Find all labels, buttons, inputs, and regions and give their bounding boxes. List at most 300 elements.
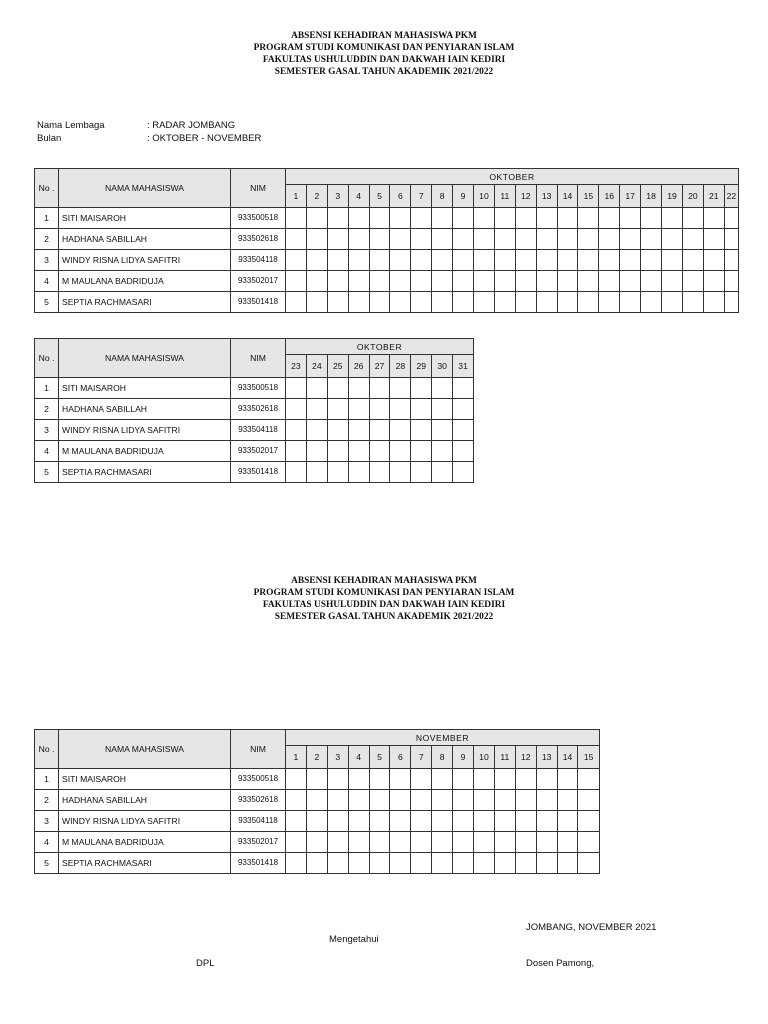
attendance-table-november	[34, 729, 600, 874]
table-row	[35, 420, 474, 441]
attendance-cell	[453, 292, 474, 313]
day-header: 14	[557, 746, 578, 769]
attendance-cell	[432, 853, 453, 874]
table-row	[35, 790, 600, 811]
attendance-cell	[453, 832, 474, 853]
attendance-cell	[390, 790, 411, 811]
attendance-cell	[515, 271, 536, 292]
student-nim: 933501418	[231, 292, 286, 313]
student-nim: 933502618	[231, 229, 286, 250]
student-nim: 933500518	[231, 208, 286, 229]
day-header: 21	[703, 185, 724, 208]
attendance-cell	[474, 853, 495, 874]
day-header: 31	[453, 355, 474, 378]
attendance-cell	[348, 441, 369, 462]
attendance-cell	[348, 769, 369, 790]
attendance-cell	[599, 292, 620, 313]
lembaga-label: Nama Lembaga	[37, 120, 105, 131]
attendance-cell	[411, 420, 432, 441]
column-header-no: No .	[35, 339, 59, 378]
student-nim: 933500518	[231, 378, 286, 399]
attendance-cell	[390, 208, 411, 229]
attendance-cell	[662, 229, 683, 250]
student-no: 5	[35, 853, 59, 874]
attendance-cell	[286, 378, 307, 399]
attendance-cell	[432, 420, 453, 441]
student-nim: 933502618	[231, 399, 286, 420]
attendance-cell	[286, 462, 307, 483]
student-name: SEPTIA RACHMASARI	[59, 292, 231, 313]
attendance-cell	[286, 292, 307, 313]
attendance-cell	[327, 769, 348, 790]
attendance-cell	[306, 811, 327, 832]
attendance-cell	[327, 462, 348, 483]
attendance-cell	[327, 420, 348, 441]
table-row	[35, 399, 474, 420]
attendance-cell	[494, 790, 515, 811]
attendance-cell	[578, 790, 599, 811]
attendance-cell	[536, 292, 557, 313]
attendance-cell	[369, 378, 390, 399]
attendance-cell	[578, 250, 599, 271]
attendance-cell	[306, 462, 327, 483]
attendance-cell	[453, 420, 474, 441]
attendance-cell	[557, 832, 578, 853]
attendance-cell	[306, 229, 327, 250]
attendance-cell	[641, 208, 662, 229]
attendance-cell	[348, 399, 369, 420]
student-name: WINDY RISNA LIDYA SAFITRI	[59, 420, 231, 441]
attendance-cell	[390, 229, 411, 250]
attendance-cell	[369, 811, 390, 832]
day-header: 6	[390, 746, 411, 769]
attendance-cell	[286, 441, 307, 462]
month-header: NOVEMBER	[286, 730, 600, 746]
attendance-cell	[474, 208, 495, 229]
attendance-cell	[599, 229, 620, 250]
attendance-cell	[494, 229, 515, 250]
table-row	[35, 441, 474, 462]
attendance-cell	[390, 292, 411, 313]
attendance-cell	[682, 208, 703, 229]
attendance-cell	[662, 271, 683, 292]
attendance-cell	[348, 790, 369, 811]
attendance-cell	[453, 250, 474, 271]
student-no: 4	[35, 271, 59, 292]
attendance-cell	[286, 208, 307, 229]
day-header: 2	[306, 185, 327, 208]
student-no: 2	[35, 229, 59, 250]
attendance-cell	[453, 853, 474, 874]
attendance-cell	[390, 441, 411, 462]
attendance-cell	[411, 441, 432, 462]
attendance-cell	[432, 462, 453, 483]
attendance-cell	[432, 229, 453, 250]
attendance-cell	[578, 292, 599, 313]
attendance-cell	[620, 271, 641, 292]
attendance-cell	[494, 292, 515, 313]
attendance-cell	[411, 250, 432, 271]
day-header: 3	[327, 746, 348, 769]
student-name: HADHANA SABILLAH	[59, 399, 231, 420]
attendance-cell	[578, 769, 599, 790]
attendance-cell	[411, 462, 432, 483]
attendance-cell	[348, 292, 369, 313]
attendance-cell	[515, 832, 536, 853]
attendance-cell	[703, 229, 724, 250]
header-line-2: PROGRAM STUDI KOMUNIKASI DAN PENYIARAN ISLAM	[253, 588, 515, 598]
attendance-cell	[390, 853, 411, 874]
header-row	[35, 339, 474, 355]
day-header: 1	[286, 185, 307, 208]
student-no: 5	[35, 292, 59, 313]
attendance-cell	[641, 271, 662, 292]
attendance-cell	[494, 811, 515, 832]
day-header: 11	[494, 185, 515, 208]
attendance-cell	[369, 769, 390, 790]
attendance-cell	[432, 832, 453, 853]
day-header: 10	[474, 746, 495, 769]
attendance-cell	[432, 441, 453, 462]
table-row	[35, 853, 600, 874]
month-header: OKTOBER	[286, 339, 474, 355]
attendance-cell	[348, 420, 369, 441]
day-header: 29	[411, 355, 432, 378]
attendance-cell	[578, 229, 599, 250]
attendance-cell	[578, 271, 599, 292]
day-header: 14	[557, 185, 578, 208]
attendance-cell	[348, 811, 369, 832]
day-header: 15	[578, 746, 599, 769]
attendance-cell	[369, 441, 390, 462]
place-date: JOMBANG, NOVEMBER 2021	[526, 922, 657, 933]
attendance-cell	[453, 271, 474, 292]
attendance-cell	[557, 229, 578, 250]
attendance-cell	[411, 229, 432, 250]
attendance-cell	[557, 853, 578, 874]
attendance-cell	[536, 229, 557, 250]
day-header: 16	[599, 185, 620, 208]
header-line-4: SEMESTER GASAL TAHUN AKADEMIK 2021/2022	[274, 612, 494, 622]
attendance-cell	[432, 271, 453, 292]
table-row	[35, 250, 739, 271]
student-nim: 933501418	[231, 462, 286, 483]
attendance-cell	[348, 271, 369, 292]
attendance-cell	[515, 853, 536, 874]
column-header-no: No .	[35, 169, 59, 208]
dpl-label: DPL	[196, 958, 215, 969]
day-header: 3	[327, 185, 348, 208]
attendance-cell	[724, 229, 738, 250]
table-row	[35, 378, 474, 399]
attendance-cell	[306, 250, 327, 271]
attendance-cell	[682, 250, 703, 271]
attendance-cell	[536, 208, 557, 229]
attendance-cell	[411, 811, 432, 832]
day-header: 23	[286, 355, 307, 378]
column-header-name: NAMA MAHASISWA	[59, 730, 231, 769]
day-header: 1	[286, 746, 307, 769]
day-header: 9	[453, 746, 474, 769]
attendance-cell	[327, 853, 348, 874]
attendance-cell	[641, 250, 662, 271]
attendance-cell	[474, 811, 495, 832]
header-row	[35, 169, 739, 185]
attendance-cell	[306, 441, 327, 462]
day-header: 5	[369, 185, 390, 208]
table-row	[35, 769, 600, 790]
attendance-cell	[474, 790, 495, 811]
attendance-cell	[494, 853, 515, 874]
day-header: 12	[515, 185, 536, 208]
student-name: SITI MAISAROH	[59, 769, 231, 790]
attendance-cell	[724, 250, 738, 271]
table-row	[35, 229, 739, 250]
attendance-cell	[494, 832, 515, 853]
attendance-cell	[453, 378, 474, 399]
student-name: WINDY RISNA LIDYA SAFITRI	[59, 811, 231, 832]
attendance-cell	[411, 292, 432, 313]
attendance-cell	[432, 811, 453, 832]
attendance-cell	[411, 208, 432, 229]
day-header: 28	[390, 355, 411, 378]
attendance-cell	[515, 292, 536, 313]
attendance-cell	[327, 811, 348, 832]
student-no: 2	[35, 399, 59, 420]
attendance-cell	[557, 769, 578, 790]
attendance-cell	[432, 292, 453, 313]
attendance-cell	[286, 790, 307, 811]
attendance-cell	[306, 271, 327, 292]
attendance-cell	[703, 271, 724, 292]
dosen-pamong-label: Dosen Pamong,	[526, 958, 595, 969]
student-name: M MAULANA BADRIDUJA	[59, 441, 231, 462]
attendance-cell	[390, 769, 411, 790]
attendance-cell	[306, 790, 327, 811]
attendance-cell	[432, 769, 453, 790]
attendance-cell	[327, 292, 348, 313]
attendance-cell	[578, 832, 599, 853]
column-header-name: NAMA MAHASISWA	[59, 339, 231, 378]
attendance-cell	[411, 832, 432, 853]
attendance-cell	[682, 271, 703, 292]
bulan-value: : OKTOBER - NOVEMBER	[147, 133, 262, 144]
day-header: 27	[369, 355, 390, 378]
day-header: 7	[411, 746, 432, 769]
attendance-cell	[327, 832, 348, 853]
attendance-cell	[536, 853, 557, 874]
attendance-cell	[515, 208, 536, 229]
column-header-nim: NIM	[231, 339, 286, 378]
header-line-4: SEMESTER GASAL TAHUN AKADEMIK 2021/2022	[274, 67, 494, 77]
attendance-cell	[348, 229, 369, 250]
attendance-cell	[348, 832, 369, 853]
header-line-1: ABSENSI KEHADIRAN MAHASISWA PKM	[291, 31, 477, 41]
attendance-cell	[286, 420, 307, 441]
attendance-cell	[348, 378, 369, 399]
document-header	[0, 30, 768, 78]
attendance-cell	[286, 811, 307, 832]
attendance-cell	[369, 853, 390, 874]
student-no: 3	[35, 420, 59, 441]
day-header: 15	[578, 185, 599, 208]
attendance-cell	[390, 378, 411, 399]
student-no: 1	[35, 769, 59, 790]
student-nim: 933504118	[231, 811, 286, 832]
student-no: 4	[35, 441, 59, 462]
attendance-cell	[494, 271, 515, 292]
day-header: 12	[515, 746, 536, 769]
attendance-cell	[474, 832, 495, 853]
attendance-cell	[327, 790, 348, 811]
student-name: HADHANA SABILLAH	[59, 229, 231, 250]
attendance-cell	[369, 790, 390, 811]
attendance-cell	[557, 208, 578, 229]
attendance-cell	[390, 271, 411, 292]
attendance-cell	[474, 250, 495, 271]
attendance-cell	[453, 769, 474, 790]
attendance-cell	[515, 769, 536, 790]
column-header-nim: NIM	[231, 730, 286, 769]
attendance-cell	[599, 208, 620, 229]
student-nim: 933500518	[231, 769, 286, 790]
attendance-cell	[327, 208, 348, 229]
attendance-cell	[724, 292, 738, 313]
attendance-cell	[641, 229, 662, 250]
attendance-cell	[557, 790, 578, 811]
attendance-cell	[515, 811, 536, 832]
table-row	[35, 811, 600, 832]
attendance-cell	[390, 811, 411, 832]
column-header-nim: NIM	[231, 169, 286, 208]
attendance-cell	[494, 208, 515, 229]
attendance-cell	[515, 790, 536, 811]
attendance-cell	[474, 271, 495, 292]
header-line-3: FAKULTAS USHULUDDIN DAN DAKWAH IAIN KEDIRI	[262, 600, 506, 610]
column-header-name: NAMA MAHASISWA	[59, 169, 231, 208]
student-name: SITI MAISAROH	[59, 378, 231, 399]
day-header: 17	[620, 185, 641, 208]
attendance-cell	[348, 250, 369, 271]
attendance-cell	[390, 832, 411, 853]
attendance-cell	[411, 271, 432, 292]
student-nim: 933504118	[231, 250, 286, 271]
attendance-cell	[286, 250, 307, 271]
attendance-cell	[348, 208, 369, 229]
day-header: 26	[348, 355, 369, 378]
attendance-table-oktober-2	[34, 338, 474, 483]
attendance-cell	[557, 292, 578, 313]
attendance-cell	[536, 271, 557, 292]
day-header: 30	[432, 355, 453, 378]
header-line-3: FAKULTAS USHULUDDIN DAN DAKWAH IAIN KEDIRI	[262, 55, 506, 65]
day-header: 9	[453, 185, 474, 208]
document-header-2	[0, 575, 768, 623]
day-header: 18	[641, 185, 662, 208]
attendance-cell	[286, 769, 307, 790]
attendance-cell	[515, 229, 536, 250]
student-nim: 933501418	[231, 853, 286, 874]
bulan-label: Bulan	[37, 133, 62, 144]
student-no: 1	[35, 378, 59, 399]
day-header: 7	[411, 185, 432, 208]
attendance-cell	[286, 832, 307, 853]
day-header: 8	[432, 185, 453, 208]
attendance-cell	[390, 250, 411, 271]
attendance-cell	[599, 250, 620, 271]
day-header: 4	[348, 185, 369, 208]
attendance-cell	[620, 208, 641, 229]
column-header-no: No .	[35, 730, 59, 769]
attendance-cell	[390, 462, 411, 483]
header-line-2: PROGRAM STUDI KOMUNIKASI DAN PENYIARAN ISLAM	[253, 43, 515, 53]
lembaga-value: : RADAR JOMBANG	[147, 120, 236, 131]
table-row	[35, 208, 739, 229]
attendance-cell	[494, 769, 515, 790]
attendance-cell	[286, 399, 307, 420]
attendance-table-oktober-1	[34, 168, 739, 313]
day-header: 24	[306, 355, 327, 378]
attendance-cell	[369, 271, 390, 292]
attendance-cell	[724, 208, 738, 229]
student-name: SEPTIA RACHMASARI	[59, 853, 231, 874]
day-header: 13	[536, 185, 557, 208]
month-header: OKTOBER	[286, 169, 739, 185]
mengetahui-label: Mengetahui	[329, 934, 379, 945]
attendance-cell	[432, 250, 453, 271]
attendance-cell	[453, 790, 474, 811]
day-header: 6	[390, 185, 411, 208]
attendance-cell	[432, 790, 453, 811]
table-row	[35, 832, 600, 853]
attendance-cell	[327, 378, 348, 399]
student-nim: 933502017	[231, 441, 286, 462]
student-name: WINDY RISNA LIDYA SAFITRI	[59, 250, 231, 271]
attendance-cell	[369, 420, 390, 441]
attendance-cell	[369, 399, 390, 420]
attendance-cell	[620, 250, 641, 271]
student-no: 1	[35, 208, 59, 229]
attendance-cell	[390, 399, 411, 420]
attendance-cell	[348, 853, 369, 874]
attendance-cell	[432, 208, 453, 229]
attendance-cell	[369, 832, 390, 853]
day-header: 4	[348, 746, 369, 769]
student-nim: 933502017	[231, 832, 286, 853]
attendance-cell	[432, 399, 453, 420]
attendance-cell	[306, 399, 327, 420]
attendance-cell	[536, 769, 557, 790]
attendance-cell	[557, 811, 578, 832]
student-name: M MAULANA BADRIDUJA	[59, 832, 231, 853]
attendance-cell	[453, 229, 474, 250]
attendance-cell	[641, 292, 662, 313]
attendance-cell	[578, 811, 599, 832]
day-header: 13	[536, 746, 557, 769]
attendance-cell	[515, 250, 536, 271]
student-nim: 933502618	[231, 790, 286, 811]
attendance-cell	[390, 420, 411, 441]
day-header: 25	[327, 355, 348, 378]
attendance-cell	[306, 292, 327, 313]
attendance-cell	[306, 378, 327, 399]
attendance-cell	[682, 292, 703, 313]
attendance-cell	[453, 811, 474, 832]
table-row	[35, 271, 739, 292]
attendance-cell	[411, 790, 432, 811]
attendance-cell	[411, 769, 432, 790]
attendance-cell	[411, 853, 432, 874]
